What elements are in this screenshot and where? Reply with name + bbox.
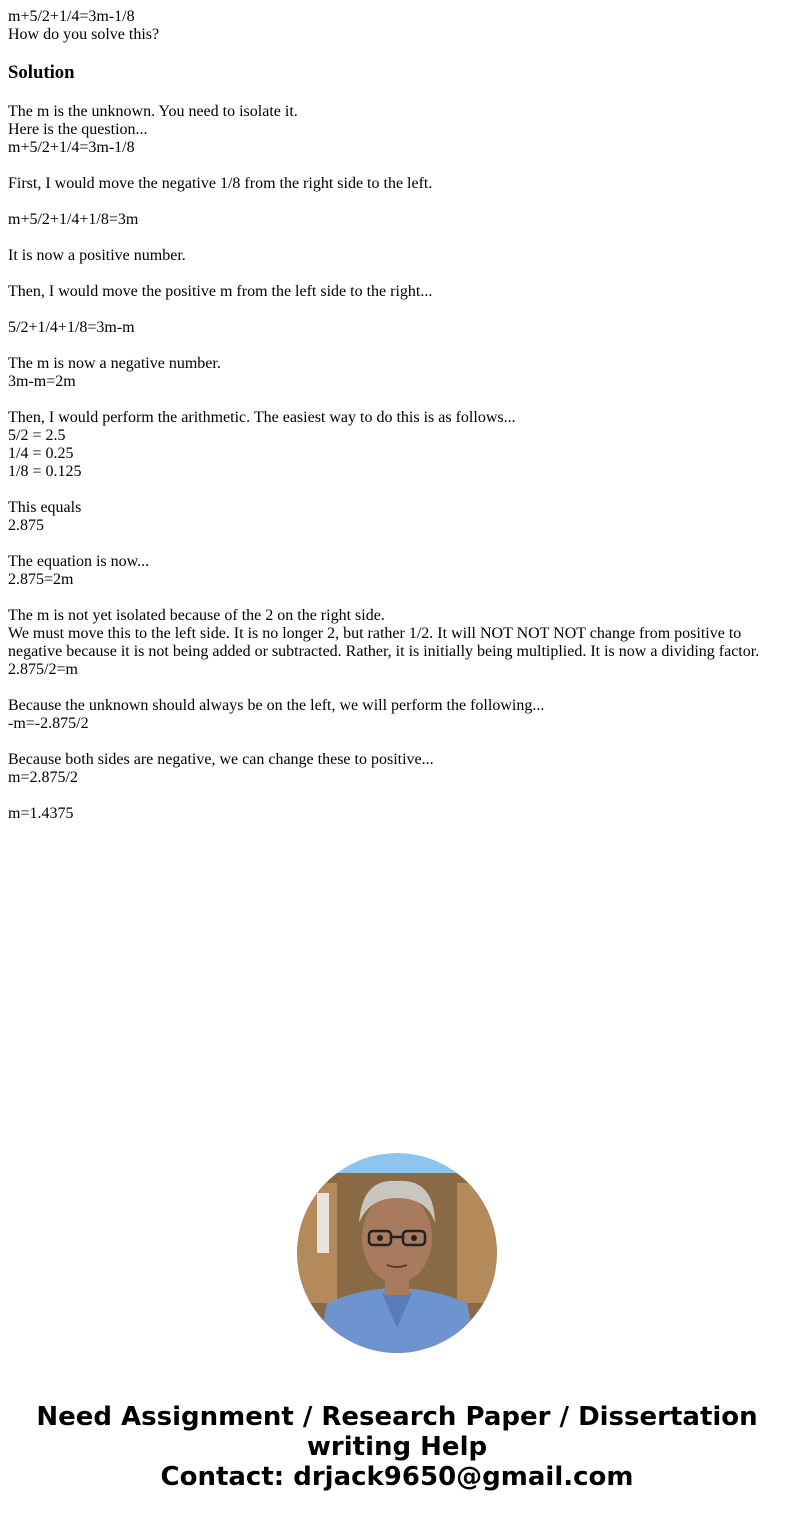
blank-line [8,535,786,553]
author-portrait-icon [297,1153,497,1353]
solution-line: 2.875 [8,517,44,534]
blank-line [8,301,786,319]
solution-line: The m is the unknown. You need to isolate it. [8,103,298,120]
blank-line [8,229,786,247]
blank-line [8,679,786,697]
promo-text [0,1402,794,1492]
solution-body [8,103,786,823]
blank-line [8,733,786,751]
blank-line [8,193,786,211]
solution-line: 5/2 = 2.5 [8,427,66,444]
blank-line [8,265,786,283]
blank-line [8,391,786,409]
solution-line: This equals [8,499,82,516]
question-line: m+5/2+1/4=3m-1/8 [8,8,135,25]
solution-line: m=2.875/2 [8,769,78,786]
solution-line: The m is now a negative number. [8,355,221,372]
solution-line: It is now a positive number. [8,247,186,264]
promo-contact: Contact: drjack9650@gmail.com [160,1462,634,1492]
solution-line: Here is the question... [8,121,148,138]
solution-line: 1/4 = 0.25 [8,445,74,462]
promo-headline: Need Assignment / Research Paper / Dissertation writing Help [36,1402,758,1462]
author-avatar [297,1153,497,1353]
promo-section [0,1153,794,1492]
solution-heading: Solution [8,62,75,83]
blank-line [8,337,786,355]
blank-line [8,589,786,607]
solution-line: -m=-2.875/2 [8,715,89,732]
solution-line: Then, I would move the positive m from the left side to the right... [8,283,433,300]
solution-line: 3m-m=2m [8,373,76,390]
solution-line: m=1.4375 [8,805,74,822]
question-line: How do you solve this? [8,26,160,43]
solution-line: The m is not yet isolated because of the 2 on the right side. [8,607,385,624]
solution-line: m+5/2+1/4+1/8=3m [8,211,139,228]
solution-line: Because the unknown should always be on the left, we will perform the following... [8,697,545,714]
solution-line: 2.875/2=m [8,661,78,678]
blank-line [8,157,786,175]
solution-line: First, I would move the negative 1/8 from the right side to the left. [8,175,433,192]
solution-line: 1/8 = 0.125 [8,463,82,480]
solution-line: The equation is now... [8,553,150,570]
blank-line [8,787,786,805]
solution-line: Then, I would perform the arithmetic. The easiest way to do this is as follows... [8,409,516,426]
solution-line: We must move this to the left side. It is no longer 2, but rather 1/2. It will NOT NOT NOT change from positive to negative because it is not being added or subtracted. Rather, it is initially being multiplied. It is now a dividing factor. [8,625,760,660]
solution-line: 5/2+1/4+1/8=3m-m [8,319,135,336]
blank-line [8,481,786,499]
solution-line: 2.875=2m [8,571,74,588]
question [8,8,786,44]
solution-line: Because both sides are negative, we can change these to positive... [8,751,434,768]
solution-line: m+5/2+1/4=3m-1/8 [8,139,135,156]
